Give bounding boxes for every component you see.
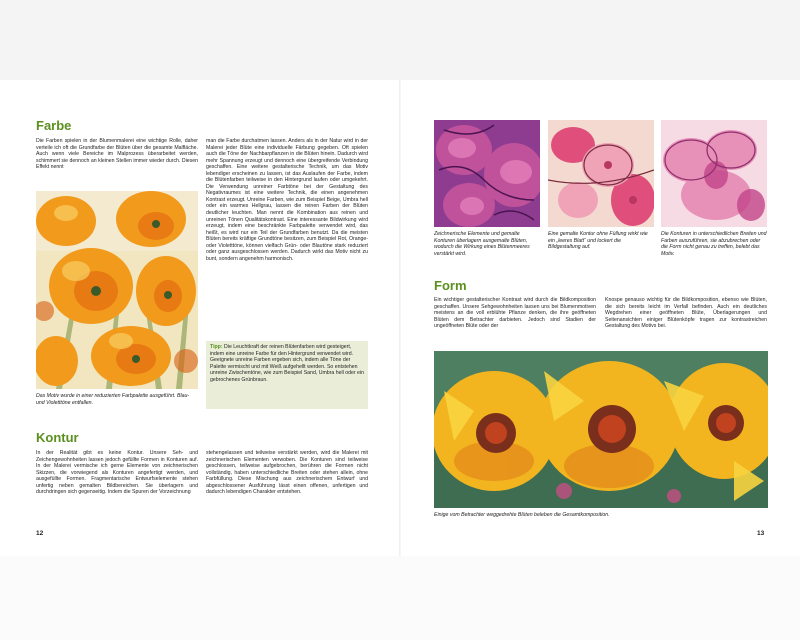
book-gutter <box>399 80 401 556</box>
top-background <box>0 0 800 80</box>
caption-pink-flower: Eine gemalte Kontur ohne Füllung wirkt wie ein „leeres Blatt“ und lockert die Bildgestaltung auf. <box>548 231 648 250</box>
orchid-image <box>661 120 767 227</box>
purple-flowers-image <box>434 120 540 227</box>
tip-box <box>206 341 368 409</box>
tip-text: Die Leuchtkraft der reinen Blütenfarben wird gesteigert, indem eine unreine Farbe für den Hintergrund verwendet wird. Geeignete unreine Farben ergeben sich, indem alle Töne der Palette vermischt und mit Weiß aufgehellt werden. So entstehen unreine Zwischentöne, wie zum Beispiel Sand, Umbra hell oder ein gebrochenes Grünbraun. <box>210 344 364 383</box>
sunflower-caption: Einige vom Betrachter weggedrehte Blüten beleben die Gesamtkomposition. <box>434 512 610 518</box>
page-number-left: 12 <box>36 530 44 537</box>
poppy-painting-image <box>36 191 198 389</box>
heading-form: Form <box>434 278 467 293</box>
poppy-image-caption: Das Motiv wurde in einer reduzierten Farbpalette ausgeführt. Blau- und Violetttöne entfallen. <box>36 393 190 406</box>
page-number-right: 13 <box>757 530 765 537</box>
heading-farbe: Farbe <box>36 118 72 133</box>
bottom-background <box>0 556 800 640</box>
tip-paragraph <box>210 344 364 383</box>
sunflower-painting-image <box>434 351 768 508</box>
kontur-text-col2: stehengelassen und teilweise verstärkt werden, wird die Malerei mit zeichnerischen Elementen verwoben. Die Konturen sind teilweise geschlossen, teilweise aufgebrochen, berühren die Formen nicht vollständig, haben unterschiedliche Breiten oder stehen allein, ohne Farbfüllung. Diese Mischung aus zeichnerischem Entwurf und abgeschlossener Ausführung lässt einen offenen, unfertigen und dadurch lebendigen Charakter entstehen. <box>206 450 368 496</box>
pink-flower-image <box>548 120 654 227</box>
caption-orchid: Die Konturen in unterschiedlichen Breiten und Farben auszuführen, sie abzubrechen oder die Form nicht genau zu treffen, belebt das Motiv. <box>661 231 767 257</box>
form-text-col2: Knospe genauso wichtig für die Bildkomposition, ebenso wie Blüten, die sich bereits leicht im Verfall befinden. Auch ein deutliches Wegdrehen einer geöffneten Blüte, Überlagerungen und Seitenansichten einiger Blütenköpfe tragen zur kontrastreichen Gestaltung des Motivs bei. <box>605 297 767 330</box>
caption-purple-flowers: Zeichnerische Elemente und gemalte Konturen überlagern ausgemalte Blüten, wodurch die Wirkung eines Blütenmeeres verstärkt wird. <box>434 231 530 257</box>
tip-label: Tipp: <box>210 344 223 350</box>
heading-kontur: Kontur <box>36 430 79 445</box>
kontur-text-col1: In der Realität gibt es keine Kontur. Unsere Seh- und Zeichengewohnheiten lassen jedoch gefüllte Formen in Konturen auf. In der Malerei vermische ich gerne Elemente von zeichnerischen Skizzen, die vorwiegend als Konturen angefertigt werden, und ausgefüllte Formen. Fragmentarische Entwurfselemente stehen unfertig neben gemalten Bildbereichen. Sie überlagern und durchdringen sich gegenseitig. Indem die Spuren der Vorzeichnung <box>36 450 198 496</box>
form-text-col1: Ein wichtiger gestalterischer Kontrast wird durch die Bildkomposition geschaffen. Unsere Sehgewohnheiten lassen uns bei Blumenmotiven meistens an die voll erblühte Pflanze denken, die ihre geöffneten Blüten dem Betrachter darbieten. Jedoch sind Stadien der ungeöffneten Blüte oder der <box>434 297 596 330</box>
farbe-text-col2: man die Farbe durchatmen lassen. Anders als in der Natur wird in der Malerei jeder Blüte eine individuelle Färbung gegeben. Oft spielen auch die Töne der Nachbarpflanzen in die Blüten hinein. Dadurch wird mehr Spannung erzeugt und dennoch eine übergreifende Verbindung geschaffen. Eine weitere gestalterische Technik, um das Motiv lebendiger erscheinen zu lassen, ist das Auslaufen der Farbe, indem die Blütenfarben teilweise in den Hintergrund laufen oder umgekehrt. Die Verwendung unreiner Farbtöne bei der Gestaltung des Negativraumes ist eine weitere Technik, die einen angenehmen Kontrast erzeugt. Unreine Farben, wie zum Beispiel Beige, Umbra hell oder ein warmes Hellgrau, lassen die reinen Farben der Blüten deutlicher leuchten. Man nennt die Kombination aus reinen und unreinen Tönen Qualitätskontrast. Eine interessante Bildwirkung wird erzeugt, indem eine beschränkte Farbpalette verwendet wird, das heißt, es wird nur ein Teil der Grundfarben benutzt. Da die meisten Blüten bereits kräftige Grundtöne besitzen, zum Beispiel Rot, Orange- oder Violetttöne, können vielfach Grün- oder Blautöne stark reduziert oder ganz ausgeschlossen werden. Dadurch wirkt das Motiv nicht zu bunt, sondern angenehm harmonisch. <box>206 138 368 262</box>
farbe-text-col1: Die Farben spielen in der Blumenmalerei eine wichtige Rolle, daher verteile ich oft die Grundfarbe der Blüten über die gesamte Malfläche. Auch wenn viele Bereiche im Malprozess überarbeitet werden, schimmert sie dennoch an kleinen Stellen immer wieder durch. Diesen Effekt nennt <box>36 138 198 171</box>
